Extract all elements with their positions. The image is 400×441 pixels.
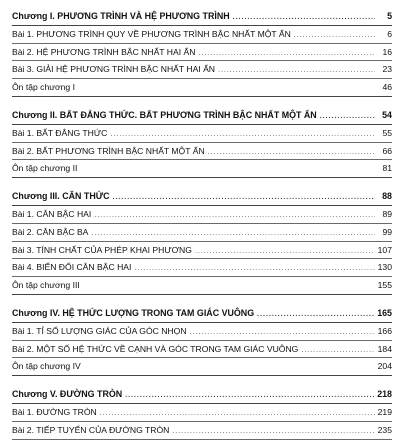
lesson-title: Bài 2. TIẾP TUYẾN CỦA ĐƯỜNG TRÒN <box>12 424 170 435</box>
page-number: 54 <box>382 109 392 120</box>
lesson-row <box>12 26 392 44</box>
lesson-row <box>12 44 392 62</box>
chapter-heading <box>12 386 392 404</box>
lesson-row <box>12 422 392 440</box>
dot-leader <box>198 46 375 63</box>
page-number: 81 <box>382 163 392 174</box>
chapter-heading <box>12 8 392 26</box>
dot-leader <box>195 244 375 261</box>
page-number: 5 <box>387 11 392 21</box>
lesson-title: Bài 2. HỆ PHƯƠNG TRÌNH BẬC NHẤT HAI ẨN <box>12 46 196 57</box>
page-number: 88 <box>382 191 392 202</box>
lesson-row <box>12 143 392 161</box>
dot-leader <box>294 28 375 45</box>
page-number: 218 <box>377 389 392 400</box>
review-row <box>12 79 392 97</box>
lesson-title: Bài 2. CĂN BẬC BA <box>12 226 89 237</box>
page-number: 184 <box>377 343 392 354</box>
page-number: 16 <box>382 46 392 57</box>
dot-leader <box>125 388 374 405</box>
lesson-row <box>12 61 392 79</box>
page-number: 6 <box>387 28 392 39</box>
chapter-3 <box>12 188 392 295</box>
lesson-row <box>12 242 392 260</box>
dot-leader <box>100 406 375 423</box>
review-title: Ôn tập chương I <box>12 82 75 93</box>
lesson-title: Bài 3. GIẢI HỆ PHƯƠNG TRÌNH BẬC NHẤT HAI ẨN <box>12 64 216 75</box>
dot-leader <box>320 109 375 126</box>
chapter-5 <box>12 386 392 439</box>
lesson-title: Bài 1. TỈ SỐ LƯỢNG GIÁC CỦA GÓC NHỌN <box>12 325 187 336</box>
dot-leader <box>94 208 375 225</box>
lesson-title: Bài 1. CĂN BẬC HAI <box>12 208 92 219</box>
chapter-heading <box>12 107 392 125</box>
review-row <box>12 358 392 376</box>
dot-leader <box>110 127 375 144</box>
page-number: 89 <box>382 208 392 219</box>
lesson-title: Bài 2. BẤT PHƯƠNG TRÌNH BẬC NHẤT MỘT ẨN <box>12 145 205 156</box>
page-number: 155 <box>377 280 392 291</box>
dot-leader <box>218 63 375 80</box>
lesson-row <box>12 259 392 277</box>
page-number: 235 <box>377 424 392 435</box>
page-number: 55 <box>382 127 392 138</box>
review-row <box>12 160 392 178</box>
dot-leader <box>257 307 374 324</box>
review-title: Ôn tập chương II <box>12 163 78 174</box>
dot-leader <box>301 343 374 360</box>
page-number: 130 <box>377 262 392 273</box>
page-number: 165 <box>377 307 392 318</box>
page-number: 219 <box>377 406 392 417</box>
chapter-title: Chương III. CĂN THỨC <box>12 191 110 202</box>
lesson-title: Bài 1. BẤT ĐẲNG THỨC <box>12 127 108 138</box>
page-number: 107 <box>377 244 392 255</box>
chapter-4 <box>12 305 392 376</box>
lesson-title: Bài 4. BIẾN ĐỔI CĂN BẬC HAI <box>12 262 132 273</box>
dot-leader <box>91 226 375 243</box>
chapter-title: Chương V. ĐƯỜNG TRÒN <box>12 389 123 400</box>
dot-leader <box>172 424 374 441</box>
page-number: 204 <box>377 361 392 372</box>
dot-leader <box>208 145 375 162</box>
chapter-1 <box>12 8 392 97</box>
dot-leader <box>134 261 374 278</box>
lesson-row <box>12 206 392 224</box>
chapter-title: Chương II. BẤT ĐẲNG THỨC. BẤT PHƯƠNG TRÌNH BẬC NHẤT MỘT ẨN <box>12 109 317 120</box>
page-number: 99 <box>382 226 392 237</box>
page-number: 66 <box>382 145 392 156</box>
lesson-title: Bài 3. TÍNH CHẤT CỦA PHÉP KHAI PHƯƠNG <box>12 244 192 255</box>
lesson-row <box>12 224 392 242</box>
page-number: 166 <box>377 325 392 336</box>
dot-leader <box>233 10 375 27</box>
lesson-title: Bài 2. MỘT SỐ HỆ THỨC VỀ CẠNH VÀ GÓC TRONG TAM GIÁC VUÔNG <box>12 343 299 354</box>
lesson-title: Bài 1. PHƯƠNG TRÌNH QUY VỀ PHƯƠNG TRÌNH BẬC NHẤT MỘT ẨN <box>12 28 291 39</box>
page-number: 46 <box>382 82 392 93</box>
chapter-heading <box>12 305 392 323</box>
dot-leader <box>113 190 376 207</box>
lesson-title: Bài 1. ĐƯỜNG TRÒN <box>12 406 97 417</box>
chapter-2 <box>12 107 392 178</box>
chapter-heading <box>12 188 392 206</box>
lesson-row <box>12 404 392 422</box>
chapter-title: Chương IV. HỆ THỨC LƯỢNG TRONG TAM GIÁC VUÔNG <box>12 307 255 318</box>
review-title: Ôn tập chương IV <box>12 361 81 372</box>
lesson-row <box>12 323 392 341</box>
lesson-row <box>12 341 392 359</box>
page-number: 23 <box>382 64 392 75</box>
review-title: Ôn tập chương III <box>12 280 80 291</box>
lesson-row <box>12 125 392 143</box>
review-row <box>12 277 392 295</box>
dot-leader <box>190 325 375 342</box>
chapter-title: Chương I. PHƯƠNG TRÌNH VÀ HỆ PHƯƠNG TRÌNH <box>12 11 230 21</box>
